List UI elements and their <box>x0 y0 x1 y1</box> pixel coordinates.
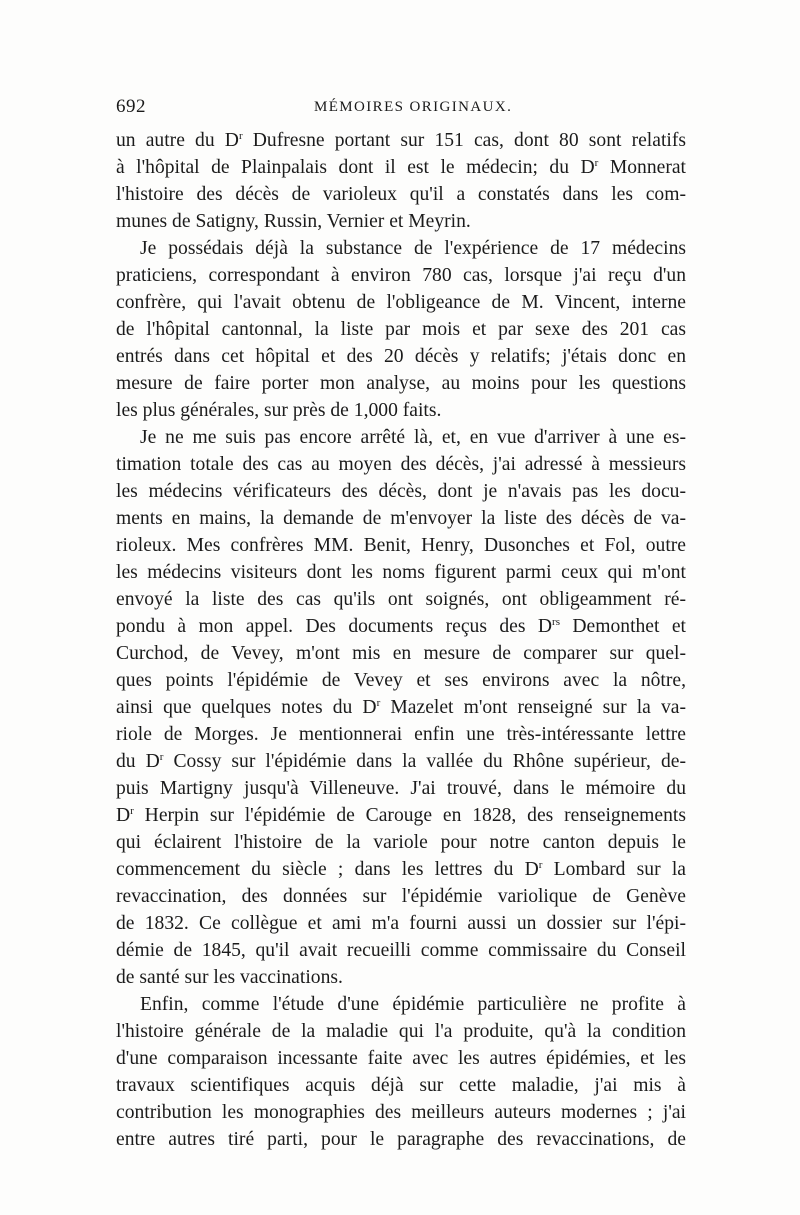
text-line: contribution les monographies des meilleurs auteurs modernes ; j'ai <box>116 1102 686 1123</box>
text-line: $D^r$ Herpin sur l'épidémie de Carouge en 1828, des renseignements <box>116 805 686 826</box>
page-number: 692 <box>116 96 146 117</box>
text-line: entrés dans cet hôpital et des 20 décès y relatifs; j'étais donc en <box>116 346 686 367</box>
text-line: de 1832. Ce collègue et ami m'a fourni aussi un dossier sur l'épi- <box>116 913 686 934</box>
text-line: ques points l'épidémie de Vevey et ses environs avec la nôtre, <box>116 670 686 691</box>
text-line: les plus générales, sur près de 1,000 faits. <box>116 400 442 421</box>
text-line: mesure de faire porter mon analyse, au moins pour les questions <box>116 373 686 394</box>
text-line: Curchod, de Vevey, m'ont mis en mesure de comparer sur quel- <box>116 643 686 664</box>
text-line: Je ne me suis pas encore arrêté là, et, en vue d'arriver à une es- <box>140 427 686 448</box>
text-line: les médecins vérificateurs des décès, dont je n'avais pas les docu- <box>116 481 686 502</box>
text-line: revaccination, des données sur l'épidémie variolique de Genève <box>116 886 686 907</box>
text-line: d'une comparaison incessante faite avec les autres épidémies, et les <box>116 1048 686 1069</box>
text-line: Enfin, comme l'étude d'une épidémie particulière ne profite à <box>140 994 686 1015</box>
text-line: l'histoire des décès de varioleux qu'il a constatés dans les com- <box>116 184 686 205</box>
text-line: ments en mains, la demande de m'envoyer la liste des décès de va- <box>116 508 686 529</box>
text-line: rioleux. Mes confrères MM. Benit, Henry, Dusonches et Fol, outre <box>116 535 686 556</box>
text-line: ainsi que quelques notes du $D^r$ Mazelet m'ont renseigné sur la va- <box>116 697 686 718</box>
text-line: travaux scientifiques acquis déjà sur cette maladie, j'ai mis à <box>116 1075 686 1096</box>
text-line: qui éclairent l'histoire de la variole pour notre canton depuis le <box>116 832 686 853</box>
text-line: commencement du siècle ; dans les lettres du $D^r$ Lombard sur la <box>116 859 686 880</box>
text-line: l'histoire générale de la maladie qui l'a produite, qu'à la condition <box>116 1021 686 1042</box>
text-line: Je possédais déjà la substance de l'expérience de 17 médecins <box>140 238 686 259</box>
page-header <box>116 96 686 124</box>
text-line: praticiens, correspondant à environ 780 cas, lorsque j'ai reçu d'un <box>116 265 686 286</box>
text-line: confrère, qui l'avait obtenu de l'obligeance de M. Vincent, interne <box>116 292 686 313</box>
text-line: de santé sur les vaccinations. <box>116 967 343 988</box>
text-line: un autre du $D^r$ Dufresne portant sur 151 cas, dont 80 sont relatifs <box>116 130 686 151</box>
text-line: pondu à mon appel. Des documents reçus des $D^{rs}$ Demonthet et <box>116 616 686 637</box>
text-line: entre autres tiré parti, pour le paragraphe des revaccinations, de <box>116 1129 686 1150</box>
text-line: puis Martigny jusqu'à Villeneuve. J'ai trouvé, dans le mémoire du <box>116 778 686 799</box>
text-line: riole de Morges. Je mentionnerai enfin une très-intéressante lettre <box>116 724 686 745</box>
text-line: timation totale des cas au moyen des décès, j'ai adressé à messieurs <box>116 454 686 475</box>
running-head: MÉMOIRES ORIGINAUX. <box>314 99 513 115</box>
text-line: les médecins visiteurs dont les noms figurent parmi ceux qui m'ont <box>116 562 686 583</box>
text-line: à l'hôpital de Plainpalais dont il est le médecin; du $D^r$ Monnerat <box>116 157 686 178</box>
text-line: de l'hôpital cantonnal, la liste par mois et par sexe des 201 cas <box>116 319 686 340</box>
text-line: du $D^r$ Cossy sur l'épidémie dans la vallée du Rhône supérieur, de- <box>116 751 686 772</box>
body-text <box>116 127 686 1153</box>
text-line: munes de Satigny, Russin, Vernier et Meyrin. <box>116 211 471 232</box>
text-line: démie de 1845, qu'il avait recueilli comme commissaire du Conseil <box>116 940 686 961</box>
text-line: envoyé la liste des cas qu'ils ont soignés, ont obligeamment ré- <box>116 589 686 610</box>
